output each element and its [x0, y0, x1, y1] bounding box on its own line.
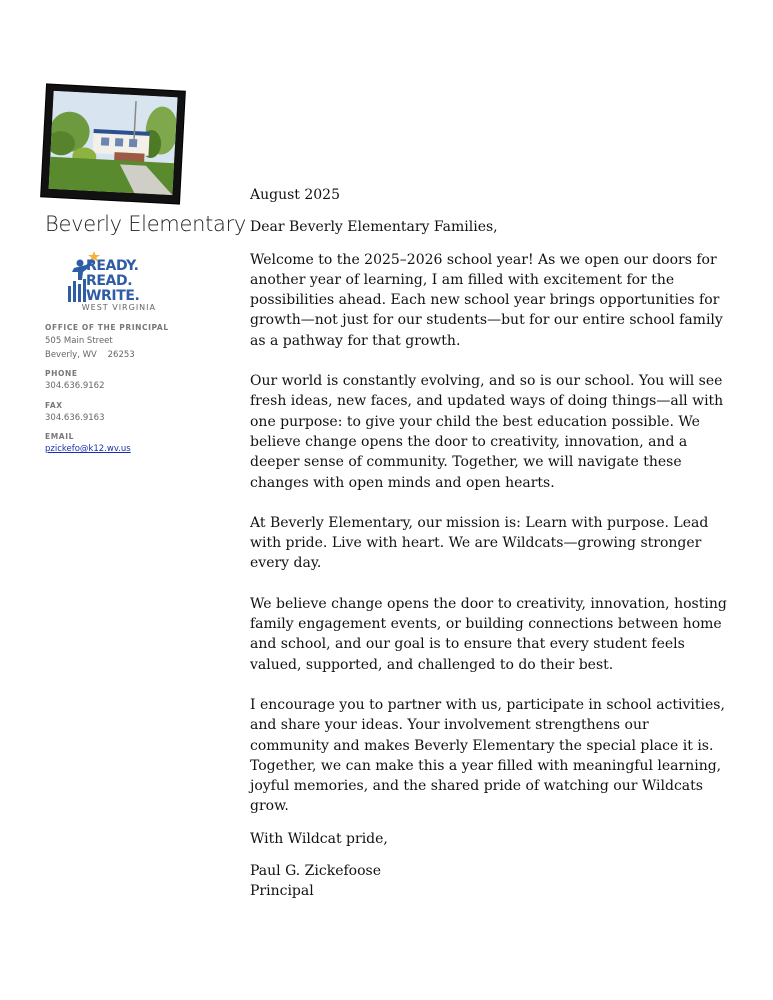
email-block [45, 432, 131, 455]
letter-paragraph-2: Our world is constantly evolving, and so is our school. You will see fresh ideas, new faces, and updated ways of doing things—all with one purpose: to give your child the best education possible. We believe change opens the door to creativity, innovation, and a deeper sense of community. Together, we will navigate these changes with open minds and open hearts. [250, 373, 724, 491]
office-city: Beverly, WV 26253 [45, 350, 135, 360]
letter-paragraph-5: I encourage you to partner with us, participate in school activities, and share your ideas. Your involvement strengthens our community and makes Beverly Elementary the special place it is. Together, we can make this a year filled with meaningful learning, joyful memories, and the shared pride of watching our Wildcats grow. [250, 696, 725, 815]
office-street: 505 Main Street [45, 336, 113, 346]
logo-line-write: WRITE. [86, 288, 140, 304]
letter-date: August 2025 [250, 187, 340, 203]
school-photo-frame [41, 84, 185, 203]
fax-label: FAX [45, 401, 63, 410]
phone-block [45, 369, 104, 392]
office-label: OFFICE OF THE PRINCIPAL [45, 323, 169, 332]
logo-wordmark [86, 259, 139, 304]
email-label: EMAIL [45, 432, 74, 441]
letter-paragraph-3: At Beverly Elementary, our mission is: Learn with purpose. Lead with pride. Live with heart. We are Wildcats—growing stronger every day. [250, 514, 709, 572]
school-photo [49, 91, 178, 195]
signer-title: Principal [250, 883, 314, 900]
logo-line-ready: READY. [86, 258, 139, 274]
logo-line-read: READ. [86, 273, 133, 289]
fax-block [45, 401, 104, 424]
phone-value: 304.636.9162 [45, 381, 105, 391]
phone-label: PHONE [45, 369, 78, 378]
fax-value: 304.636.9163 [45, 413, 105, 423]
office-block [45, 323, 169, 361]
letter-paragraph-1: Welcome to the 2025–2026 school year! As we open our doors for another year of learning, I am filled with excitement for the possibilities ahead. Each new school year brings opportunities for growth—not just for our students—but for our entire school family as a pathway for that growth. [250, 251, 723, 349]
email-link[interactable]: pzickefo@k12.wv.us [45, 444, 131, 454]
letter-paragraph-4: We believe change opens the door to creativity, innovation, hosting family engagement events, or building connections between home and school, and our goal is to ensure that every student feels valued, supported, and challenged to do their best. [250, 595, 727, 673]
letter-closing: With Wildcat pride, [250, 830, 388, 847]
logo-subtitle: WEST VIRGINIA [81, 303, 156, 312]
letter-salutation: Dear Beverly Elementary Families, [250, 219, 498, 236]
letter-body [250, 185, 730, 902]
school-name: Beverly Elementary [45, 212, 247, 236]
signer-name: Paul G. Zickefoose [250, 863, 381, 880]
